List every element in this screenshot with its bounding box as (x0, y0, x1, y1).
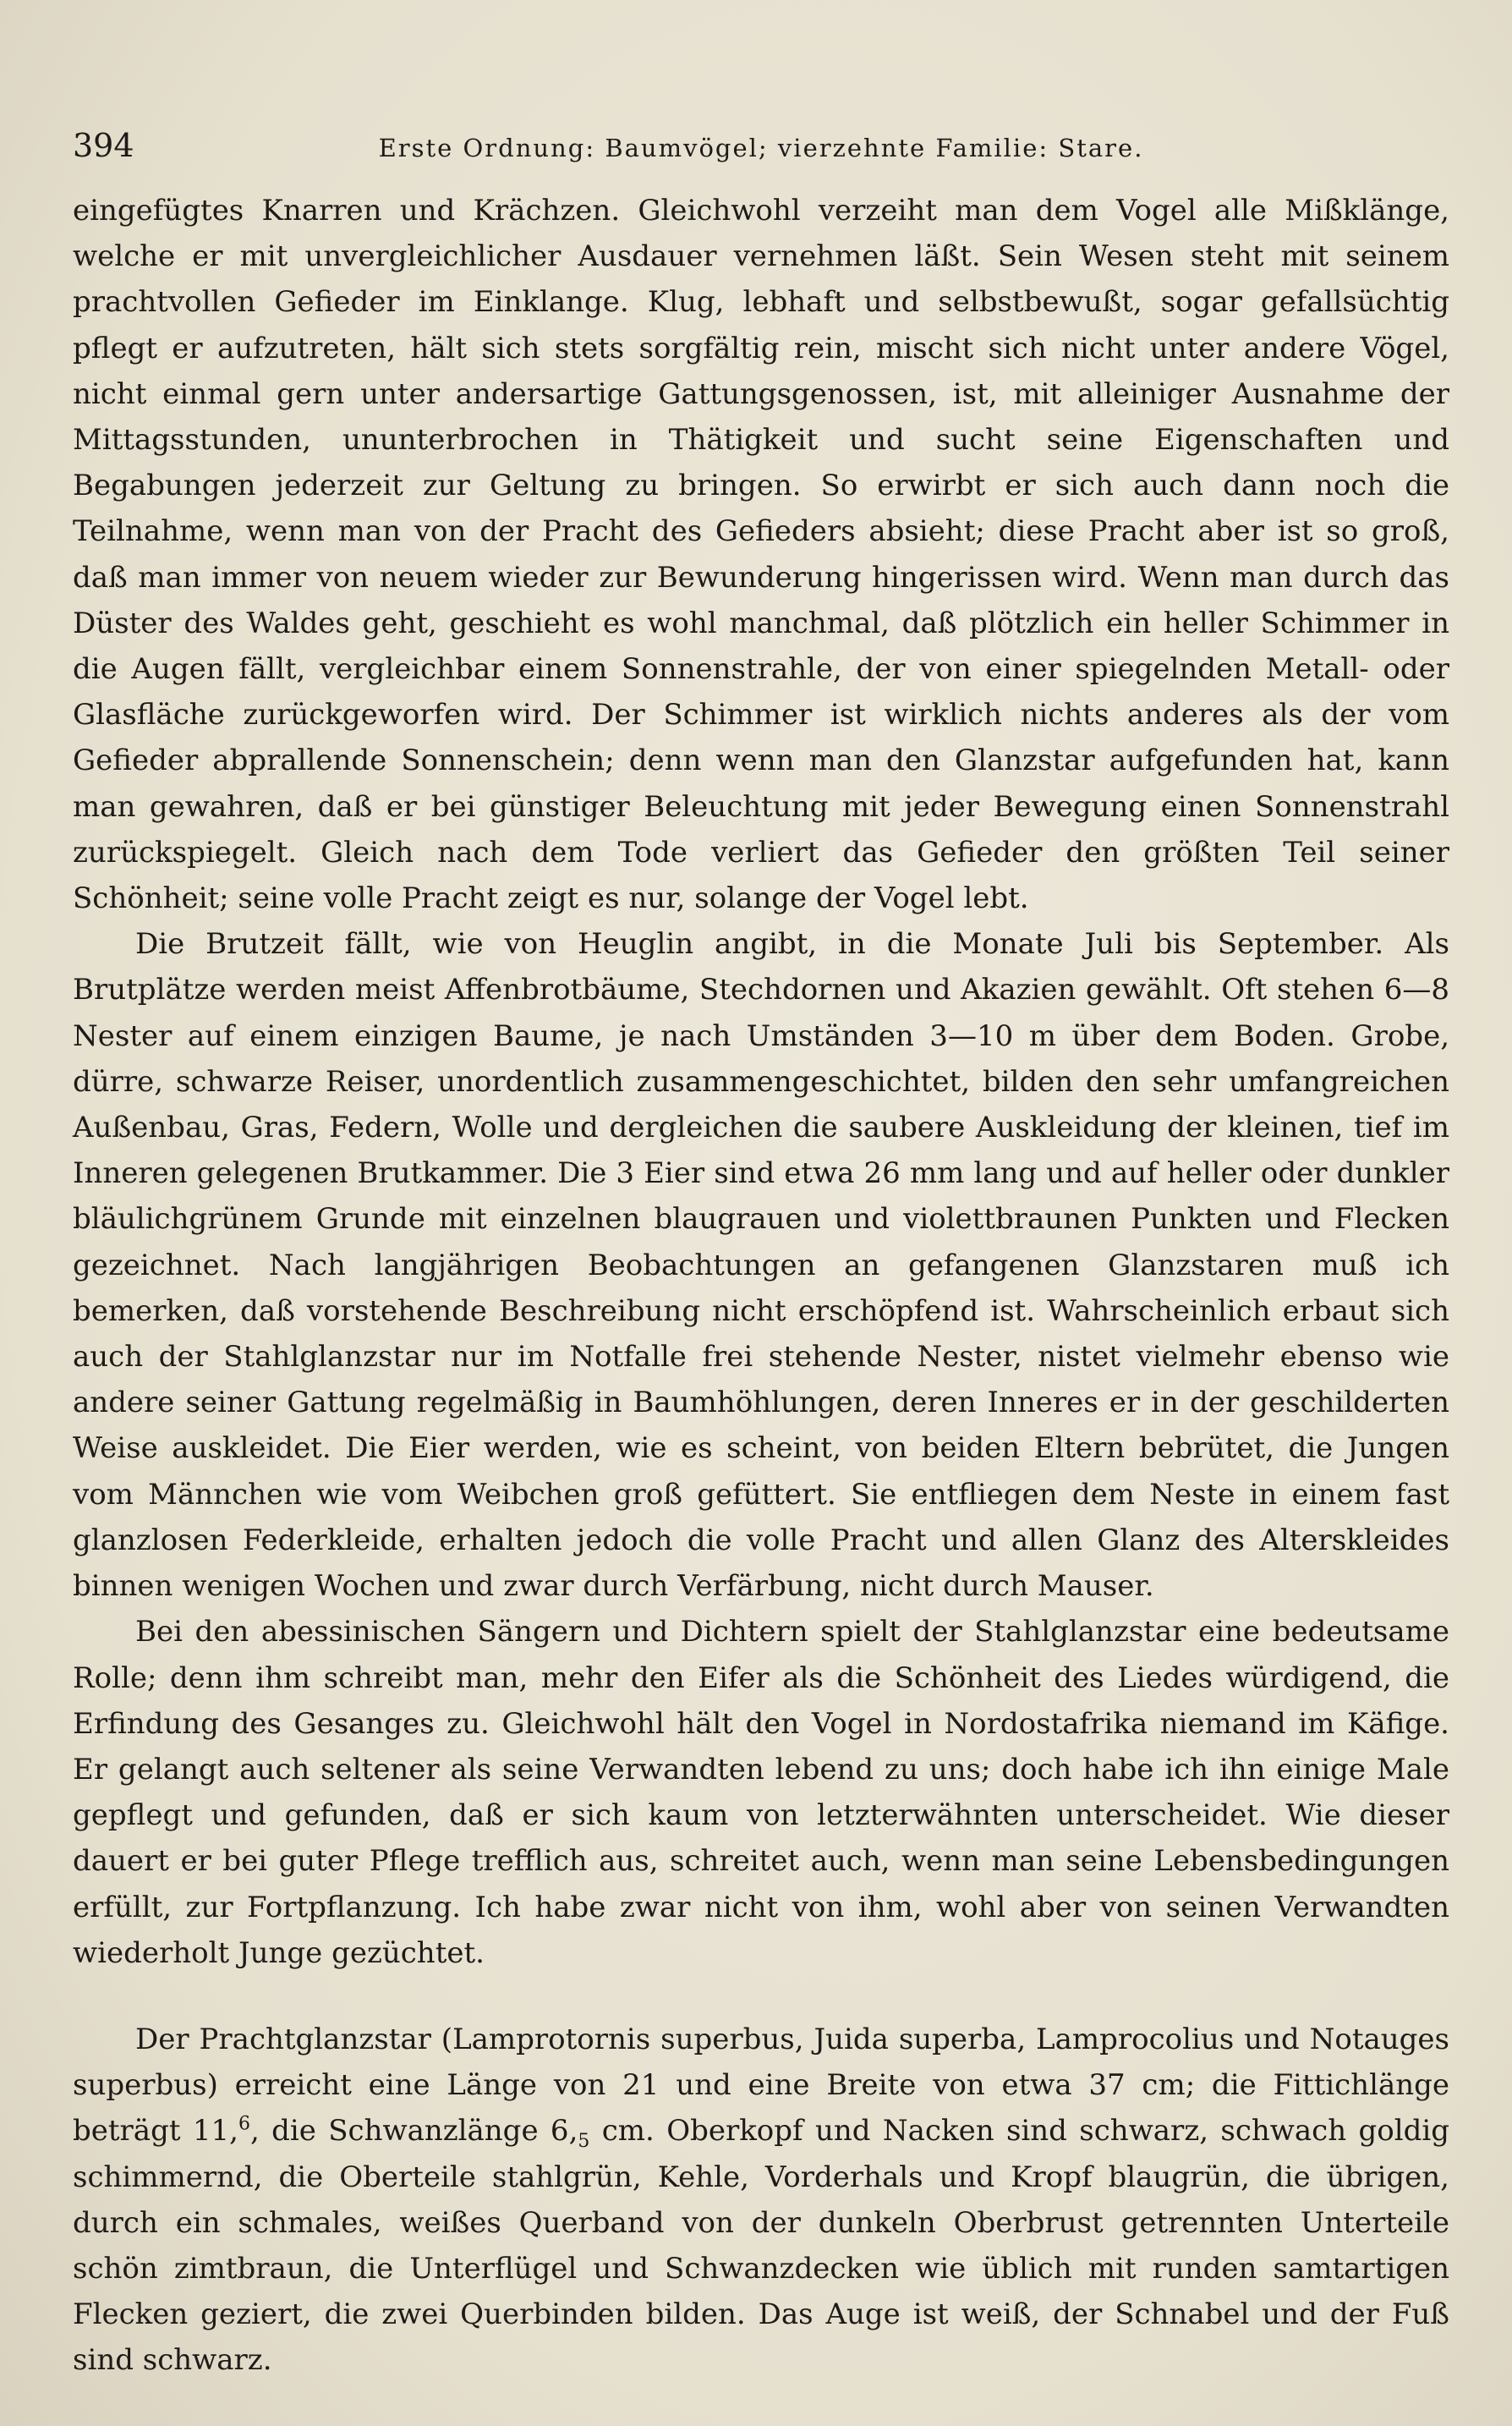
page-content (73, 127, 1449, 2384)
species-superscript-1: 6 (238, 2114, 250, 2135)
paragraph-continuation: eingefügtes Knarren und Krächzen. Gleichwohl verzeiht man dem Vogel alle Mißklänge, welche er mit unvergleichlicher Ausdauer vernehmen läßt. Sein Wesen steht mit seinem prachtvollen Gefieder im Einklange. Klug, lebhaft und selbstbewußt, sogar gefallsüchtig pflegt er aufzutreten, hält sich stets sorgfältig rein, mischt sich nicht unter andere Vögel, nicht einmal gern unter andersartige Gattungsgenossen, ist, mit alleiniger Ausnahme der Mittagsstunden, ununterbrochen in Thätigkeit und sucht seine Eigenschaften und Begabungen jederzeit zur Geltung zu bringen. So erwirbt er sich auch dann noch die Teilnahme, wenn man von der Pracht des Gefieders absieht; diese Pracht aber ist so groß, daß man immer von neuem wieder zur Bewunderung hingerissen wird. Wenn man durch das Düster des Waldes geht, geschieht es wohl manchmal, daß plötzlich ein heller Schimmer in die Augen fällt, vergleichbar einem Sonnenstrahle, der von einer spiegelnden Metall- oder Glasfläche zurückgeworfen wird. Der Schimmer ist wirklich nichts anderes als der vom Gefieder abprallende Sonnenschein; denn wenn man den Glanzstar aufgefunden hat, kann man gewahren, daß er bei günstiger Beleuchtung mit jeder Bewegung einen Sonnenstrahl zurückspiegelt. Gleich nach dem Tode verliert das Gefieder den größten Teil seiner Schönheit; seine volle Pracht zeigt es nur, solange der Vogel lebt. (73, 194, 1449, 916)
running-head: Erste Ordnung: Baumvögel; vierzehnte Familie: Stare. (378, 134, 1144, 162)
page-header (73, 127, 1449, 179)
paragraph-breeding: Die Brutzeit fällt, wie von Heuglin angibt, in die Monate Juli bis September. Als Brutplätze werden meist Affenbrotbäume, Stechdornen und Akazien gewählt. Oft stehen 6—8 Nester auf einem einzigen Baume, je nach Umständen 3—10 m über dem Boden. Grobe, dürre, schwarze Reiser, unordentlich zusammengeschichtet, bilden den sehr umfangreichen Außenbau, Gras, Federn, Wolle und dergleichen die saubere Auskleidung der kleinen, tief im Inneren gelegenen Brutkammer. Die 3 Eier sind etwa 26 mm lang und auf heller oder dunkler bläulichgrünem Grunde mit einzelnen blaugrauen und violettbraunen Punkten und Flecken gezeichnet. Nach langjährigen Beobachtungen an gefangenen Glanzstaren muß ich bemerken, daß vorstehende Beschreibung nicht erschöpfend ist. Wahrscheinlich erbaut sich auch der Stahlglanzstar nur im Notfalle frei stehende Nester, nistet vielmehr ebenso wie andere seiner Gattung regelmäßig in Baumhöhlungen, deren Inneres er in der geschilderten Weise auskleidet. Die Eier werden, wie es scheint, von beiden Eltern bebrütet, die Jungen vom Männchen wie vom Weibchen groß gefüttert. Sie entfliegen dem Neste in einem fast glanzlosen Federkleide, erhalten jedoch die volle Pracht und allen Glanz des Alterskleides binnen wenigen Wochen und zwar durch Verfärbung, nicht durch Mauser. (73, 927, 1449, 1604)
page-number: 394 (73, 127, 134, 164)
species-text-1: Der Prachtglanzstar (Lamprotornis superbus, Juida superba, Lamprocolius und Notauges superbus) erreicht eine Länge von 21 und eine Breite von etwa 37 cm; die Fittichlänge beträgt 11, (73, 2022, 1449, 2149)
paragraph-abyssinian-singers: Bei den abessinischen Sängern und Dichtern spielt der Stahlglanzstar eine bedeutsame Rolle; denn ihm schreibt man, mehr den Eifer als die Schönheit des Liedes würdigend, die Erfindung des Gesanges zu. Gleichwohl hält den Vogel in Nordostafrika niemand im Käfige. Er gelangt auch seltener als seine Verwandten lebend zu uns; doch habe ich ihn einige Male gepflegt und gefunden, daß er sich kaum von letzterwähnten unterscheidet. Wie dieser dauert er bei guter Pflege trefflich aus, schreitet auch, wenn man seine Lebensbedingungen erfüllt, zur Fortpflanzung. Ich habe zwar nicht von ihm, wohl aber von seinen Verwandten wiederholt Junge gezüchtet. (73, 1615, 1449, 1970)
species-subscript-2: 5 (578, 2131, 590, 2153)
paragraph-prachtglanzstar (73, 2017, 1449, 2384)
species-text-2: , die Schwanzlänge 6, (249, 2114, 578, 2149)
species-text-3: cm. Oberkopf und Nacken sind schwarz, schwach goldig schimmernd, die Oberteile stahlgrün, Kehle, Vorderhals und Kropf blaugrün, die übrigen, durch ein schmales, weißes Querband von der dunkeln Oberbrust getrennten Unterteile schön zimtbraun, die Unterflügel und Schwanzdecken wie üblich mit runden samtartigen Flecken geziert, die zwei Querbinden bilden. Das Auge ist weiß, der Schnabel und der Fuß sind schwarz. (73, 2114, 1449, 2378)
